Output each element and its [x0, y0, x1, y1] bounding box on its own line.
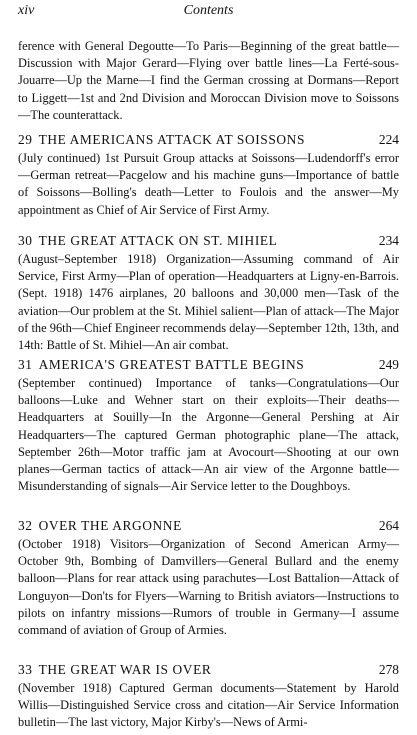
chapter-summary: (November 1918) Captured German documents—Statement by Harold Willis—Distinguished Service cross and citation—Air Service Information bulletin—The last victory, Major Kirby's—News of Armi-	[18, 681, 399, 730]
chapter-heading	[18, 517, 399, 535]
chapter-heading	[18, 661, 399, 679]
chapter-summary: (October 1918) Visitors—Organization of Second American Army—October 9th, Bombing of Damvillers—General Bullard and the enemy balloon—Plans for rear attack using parachutes—Lost Battalion—Attack of Longuyon—Don'ts for Flyers—Warning to British aviators—Instructions to pilots on infantry missions—Rumors of trouble in Germany—I assume command of aviation of Group of Armies.	[18, 537, 399, 638]
chapter-summary: (September continued) Importance of tanks—Congratulations—Our balloons—Luke and Wehner start on their exploits—Their deaths—Headquarters at Souilly—In the Argonne—General Pershing at Air Headquarters—The captured German photographic plane—The attack, September 26th—Motor traffic jam at Avocourt—Shooting at our own planes—German tactics of attack—An air view of the Argonne battle—Misunderstanding of signals—Air Service letter to the Doughboys.	[18, 376, 399, 494]
chapter-entry-31	[18, 356, 399, 495]
chapter-summary: (August–September 1918) Organization—Assuming command of Air Service, First Army—Plan of operation—Headquarters at Ligny-en-Barrois. (Sept. 1918) 1476 airplanes, 20 balloons and 30,000 men—Task of the aviation—Our problem at the St. Mihiel salient—Plan of attack—The Major of the 96th—Chief Engineer recommends delay—September 12th, 13th, and 14th: Battle of St. Mihiel—An air combat.	[18, 252, 399, 353]
chapter-title: THE GREAT ATTACK ON ST. MIHIEL	[38, 233, 278, 248]
running-head	[18, 3, 399, 21]
chapter-entry-30	[18, 232, 399, 354]
chapter-page-number: 234	[378, 233, 399, 248]
chapter-title: OVER THE ARGONNE	[38, 518, 182, 533]
chapter-number: 31	[18, 357, 33, 372]
chapter-number: 33	[18, 662, 33, 677]
chapter-number: 30	[18, 233, 33, 248]
chapter-title: THE GREAT WAR IS OVER	[38, 662, 212, 677]
chapter-page-number: 224	[378, 132, 399, 147]
chapter-heading	[18, 356, 399, 374]
chapter-page-number: 264	[378, 518, 399, 533]
running-head-title: Contents	[183, 3, 234, 18]
chapter-title: THE AMERICANS ATTACK AT SOISSONS	[38, 132, 305, 147]
chapter-number: 29	[18, 132, 33, 147]
page-folio: xiv	[18, 3, 35, 18]
chapter-page-number: 278	[378, 662, 399, 677]
chapter-heading	[18, 232, 399, 250]
chapter-28-continuation: ference with General Degoutte—To Paris—Beginning of the great battle—Discussion with Major Gerard—Flying over battle lines—La Ferté-sous-Jouarre—Up the Marne—I find the German crossing at Dormans—Report to Liggett—1st and 2nd Division and Moroccan Division move to Soissons—The counterattack.	[18, 39, 399, 122]
chapter-entry-33	[18, 661, 399, 732]
chapter-title: AMERICA'S GREATEST BATTLE BEGINS	[38, 357, 305, 372]
chapter-entry-32	[18, 517, 399, 639]
chapter-number: 32	[18, 518, 33, 533]
chapter-heading	[18, 131, 399, 149]
chapter-summary: (July continued) 1st Pursuit Group attacks at Soissons—Ludendorff's error—German retreat—Pacgelow and his machine guns—Importance of battle of Soissons—Bolling's death—Letter to Foulois and the answer—My appointment as Chief of Air Service of First Army.	[18, 151, 399, 217]
chapter-page-number: 249	[378, 357, 399, 372]
chapter-entry-29	[18, 131, 399, 219]
